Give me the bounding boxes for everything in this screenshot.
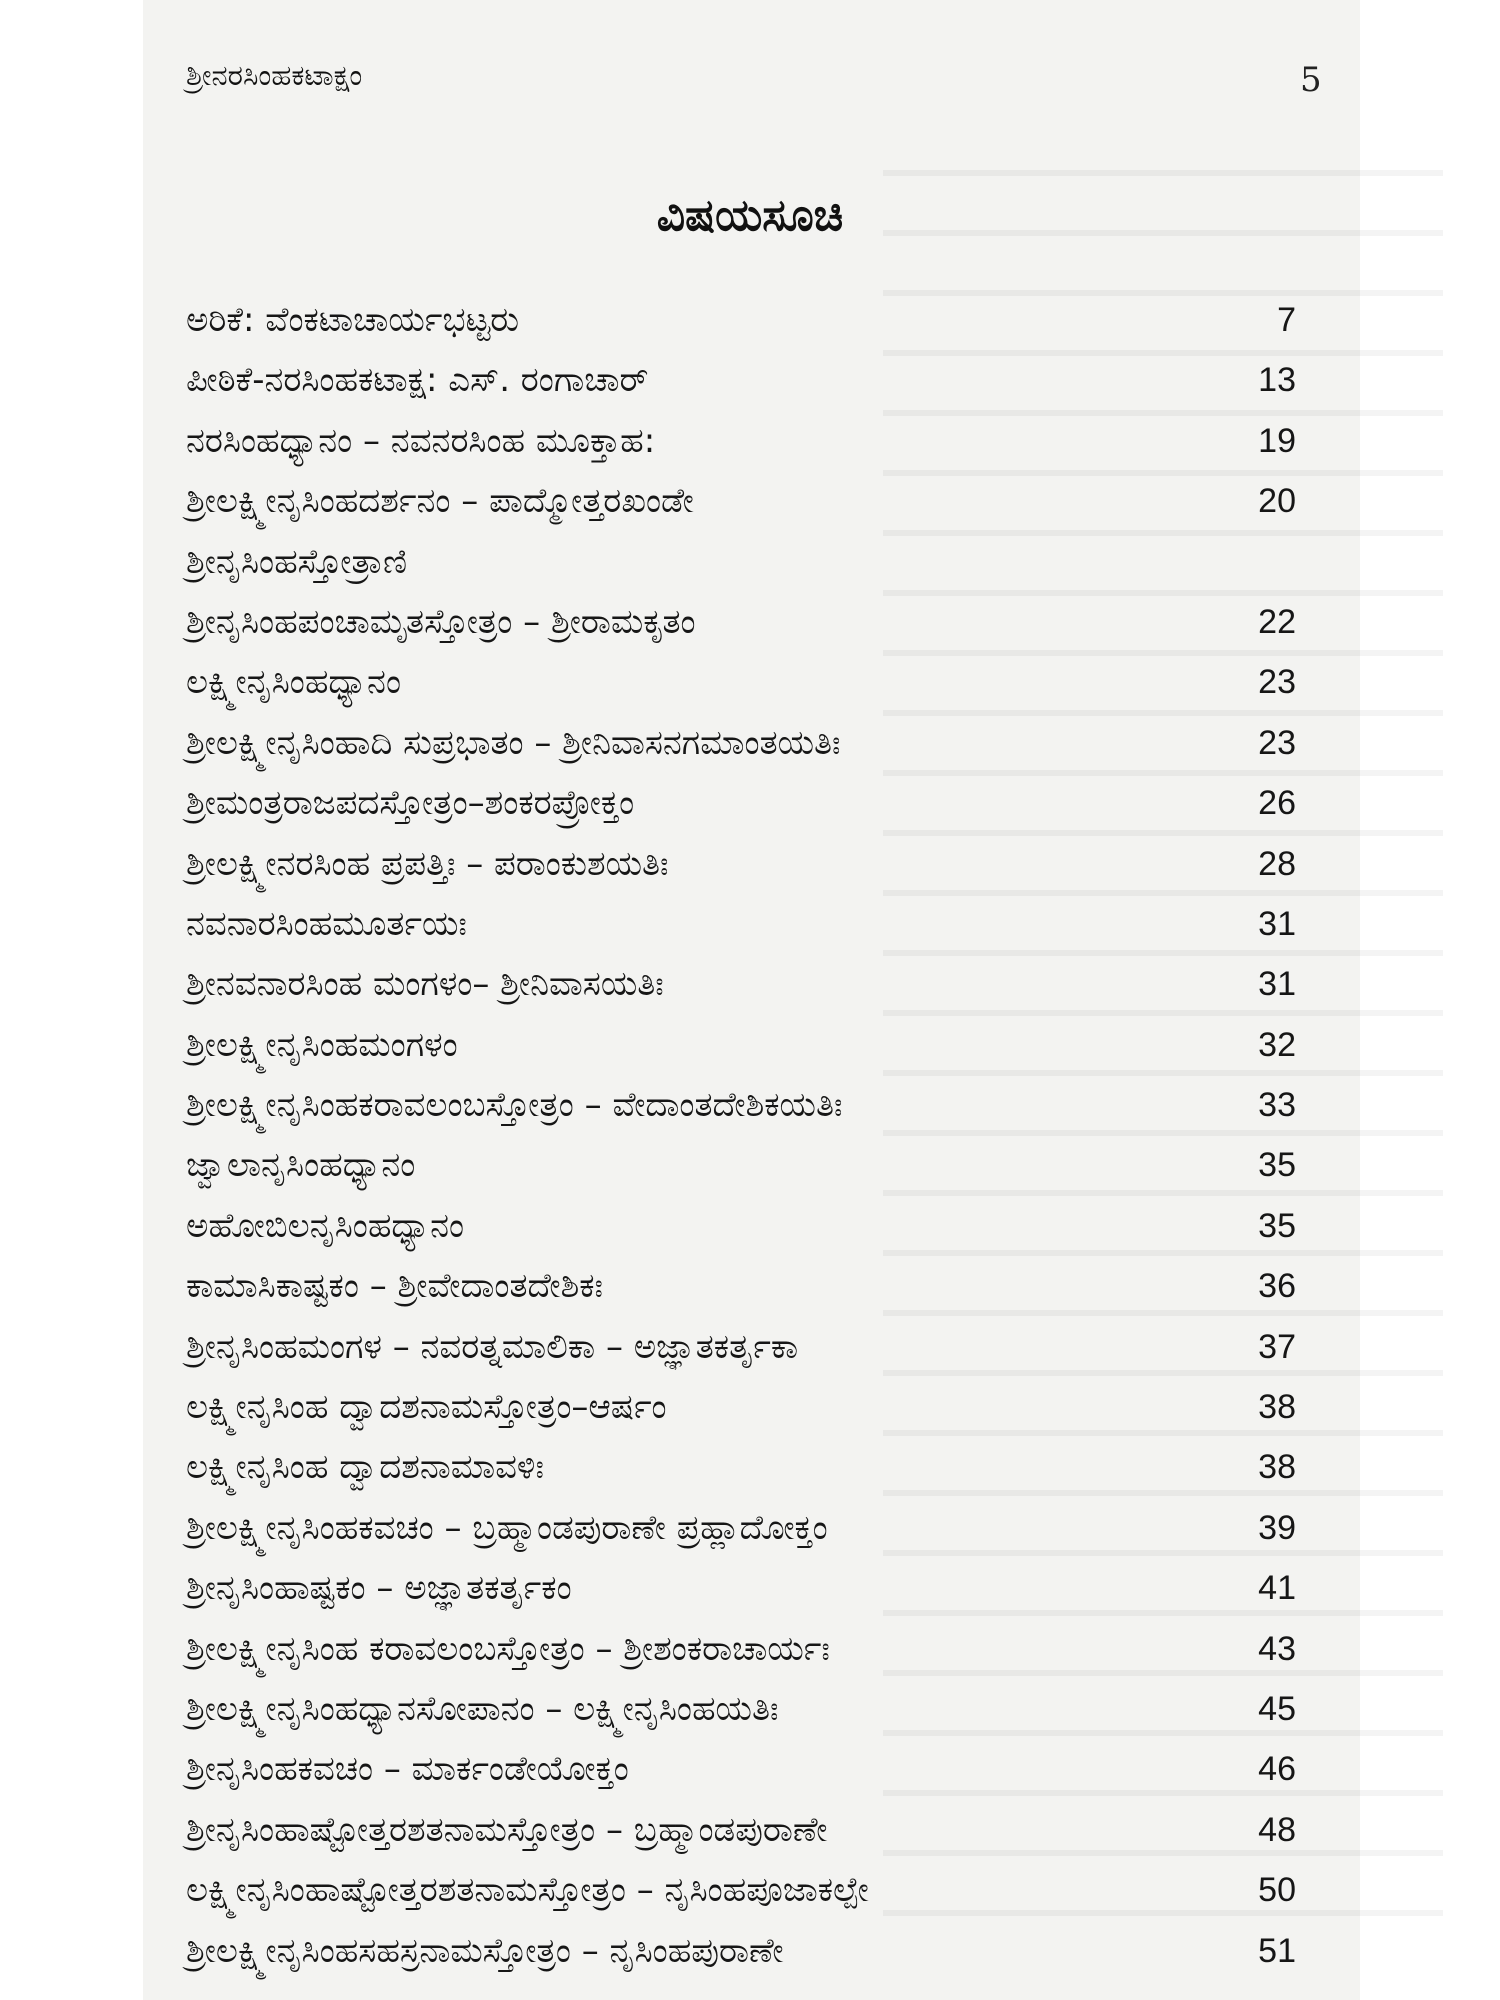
toc-entry-page: 36 [1258, 1267, 1296, 1306]
toc-entry-title: ಲಕ್ಷ್ಮೀನೃಸಿಂಹಧ್ಯಾನಂ [186, 662, 402, 703]
toc-entry [186, 1860, 1296, 1920]
toc-entry-page: 48 [1258, 1810, 1296, 1849]
toc-entry [186, 954, 1296, 1014]
toc-entry-page: 28 [1258, 844, 1296, 883]
toc-entry-title: ಶ್ರೀನೃಸಿಂಹಪಂಚಾಮೃತಸ್ತೋತ್ರಂ – ಶ್ರೀರಾಮಕೃತಂ [186, 601, 696, 642]
toc-entry-page: 23 [1258, 663, 1296, 702]
toc-entry [186, 773, 1296, 833]
toc-entry-title: ಶ್ರೀನೃಸಿಂಹಸ್ತೋತ್ರಾಣಿ [186, 541, 408, 582]
toc-entry-page: 45 [1258, 1689, 1296, 1728]
toc-entry-title: ಶ್ರೀಲಕ್ಷ್ಮೀನರಸಿಂಹ ಪ್ರಪತ್ತಿಃ – ಪರಾಂಕುಶಯತಿಃ [186, 843, 669, 884]
toc-entry-title: ನರಸಿಂಹಧ್ಯಾನಂ – ನವನರಸಿಂಹ ಮೂಕ್ತಾಹ: [186, 420, 656, 461]
toc-entry [186, 411, 1296, 471]
toc-entry [186, 532, 1296, 592]
toc-entry-page: 35 [1258, 1146, 1296, 1185]
toc-entry-page: 35 [1258, 1206, 1296, 1245]
toc-entry-title: ಶ್ರೀನವನಾರಸಿಂಹ ಮಂಗಳಂ– ಶ್ರೀನಿವಾಸಯತಿಃ [186, 964, 664, 1005]
toc-entry-page: 38 [1258, 1388, 1296, 1427]
toc-entry [186, 1619, 1296, 1679]
toc-entry [186, 1196, 1296, 1256]
toc-entry-title: ಜ್ವಾಲಾನೃಸಿಂಹಧ್ಯಾನಂ [186, 1145, 416, 1186]
toc-entry-title: ಶ್ರೀಲಕ್ಷ್ಮೀನೃಸಿಂಹಕರಾವಲಂಬಸ್ತೋತ್ರಂ – ವೇದಾಂತದೇಶಿಕಯತಿಃ [186, 1085, 843, 1126]
toc-entry-title: ಶ್ರೀನೃಸಿಂಹಾಷ್ಟಕಂ – ಅಜ್ಞಾತಕರ್ತೃಕಂ [186, 1568, 572, 1609]
toc-entry-title: ಶ್ರೀಲಕ್ಷ್ಮೀನೃಸಿಂಹ ಕರಾವಲಂಬಸ್ತೋತ್ರಂ – ಶ್ರೀಶಂಕರಾಚಾರ್ಯಃ [186, 1628, 830, 1669]
toc-entry [186, 1075, 1296, 1135]
toc-entry-title: ಶ್ರೀಲಕ್ಷ್ಮೀನೃಸಿಂಹಸಹಸ್ರನಾಮಸ್ತೋತ್ರಂ – ನೃಸಿಂಹಪುರಾಣೇ [186, 1930, 784, 1971]
toc-entry-page: 38 [1258, 1448, 1296, 1487]
toc-entry [186, 1317, 1296, 1377]
toc-entry-title: ಶ್ರೀಮಂತ್ರರಾಜಪದಸ್ತೋತ್ರಂ–ಶಂಕರಪ್ರೋಕ್ತಂ [186, 783, 635, 824]
toc-entry [186, 834, 1296, 894]
toc-entry [186, 350, 1296, 410]
toc-entry-page: 33 [1258, 1086, 1296, 1125]
toc-entry-page: 51 [1258, 1931, 1296, 1970]
toc-entry [186, 1800, 1296, 1860]
toc-entry-title: ಅಹೋಬಿಲನೃಸಿಂಹಧ್ಯಾನಂ [186, 1205, 465, 1246]
toc-entry [186, 1135, 1296, 1195]
toc-entry [186, 1739, 1296, 1799]
toc-entry [186, 1679, 1296, 1739]
toc-entry-page: 26 [1258, 784, 1296, 823]
toc-entry [186, 1437, 1296, 1497]
toc-entry [186, 1558, 1296, 1618]
toc-entry [186, 471, 1296, 531]
toc-entry-title: ಶ್ರೀಲಕ್ಷ್ಮೀನೃಸಿಂಹಕವಚಂ – ಬ್ರಹ್ಮಾಂಡಪುರಾಣೇ ಪ್ರಹ್ಲಾದೋಕ್ತಂ [186, 1507, 828, 1548]
toc-entry [186, 894, 1296, 954]
toc-entry [186, 652, 1296, 712]
toc-entry-title: ಶ್ರೀಲಕ್ಷ್ಮೀನೃಸಿಂಹಾದಿ ಸುಪ್ರಭಾತಂ – ಶ್ರೀನಿವಾಸನಗಮಾಂತಯತಿಃ [186, 722, 841, 763]
toc-entry-page: 43 [1258, 1629, 1296, 1668]
toc-entry-page: 19 [1258, 421, 1296, 460]
page-title: ವಿಷಯಸೂಚಿ [656, 190, 844, 241]
toc-entry-title: ಶ್ರೀನೃಸಿಂಹಮಂಗಳ – ನವರತ್ನಮಾಲಿಕಾ – ಅಜ್ಞಾತಕರ್ತೃಕಾ [186, 1326, 799, 1367]
table-of-contents [186, 290, 1296, 1981]
toc-entry-page: 37 [1258, 1327, 1296, 1366]
toc-entry-page: 31 [1258, 965, 1296, 1004]
toc-entry-title: ಶ್ರೀನೃಸಿಂಹಾಷ್ಟೋತ್ತರಶತನಾಮಸ್ತೋತ್ರಂ – ಬ್ರಹ್ಮಾಂಡಪುರಾಣೇ [186, 1809, 828, 1850]
toc-entry-page: 31 [1258, 904, 1296, 943]
toc-entry-title: ಪೀಠಿಕೆ-ನರಸಿಂಹಕಟಾಕ್ಷ: ಎಸ್. ರಂಗಾಚಾರ್ [186, 360, 649, 401]
toc-entry-page: 39 [1258, 1508, 1296, 1547]
toc-entry-title: ಶ್ರೀಲಕ್ಷ್ಮೀನೃಸಿಂಹಮಂಗಳಂ [186, 1024, 458, 1065]
toc-entry-title: ಲಕ್ಷ್ಮೀನೃಸಿಂಹಾಷ್ಟೋತ್ತರಶತನಾಮಸ್ತೋತ್ರಂ – ನೃಸಿಂಹಪೂಜಾಕಲ್ಪೇ [186, 1870, 869, 1911]
toc-entry-title: ನವನಾರಸಿಂಹಮೂರ್ತಯಃ [186, 903, 467, 944]
toc-entry-title: ಲಕ್ಷ್ಮೀನೃಸಿಂಹ ದ್ವಾದಶನಾಮಾವಳಿಃ [186, 1447, 544, 1488]
toc-entry [186, 713, 1296, 773]
toc-entry [186, 1015, 1296, 1075]
toc-entry-page: 7 [1277, 301, 1296, 339]
page-number: 5 [1300, 60, 1322, 100]
toc-entry-page: 13 [1258, 361, 1296, 400]
toc-entry-page: 46 [1258, 1750, 1296, 1789]
toc-entry [186, 592, 1296, 652]
toc-entry [186, 1498, 1296, 1558]
toc-entry-page: 50 [1258, 1871, 1296, 1910]
toc-entry [186, 1377, 1296, 1437]
toc-entry-page: 20 [1258, 482, 1296, 521]
toc-entry-title: ಲಕ್ಷ್ಮೀನೃಸಿಂಹ ದ್ವಾದಶನಾಮಸ್ತೋತ್ರಂ–ಆರ್ಷಂ [186, 1387, 667, 1428]
toc-entry-page: 23 [1258, 723, 1296, 762]
toc-entry-page: 22 [1258, 602, 1296, 641]
toc-entry-title: ಅರಿಕೆ: ವೆಂಕಟಾಚಾರ್ಯಭಟ್ಟರು [186, 300, 520, 340]
toc-entry-title: ಶ್ರೀಲಕ್ಷ್ಮೀನೃಸಿಂಹಧ್ಯಾನಸೋಪಾನಂ – ಲಕ್ಷ್ಮೀನೃಸಿಂಹಯತಿಃ [186, 1688, 779, 1729]
toc-entry [186, 1256, 1296, 1316]
toc-entry-page: 41 [1258, 1569, 1296, 1608]
toc-entry [186, 290, 1296, 350]
toc-entry-title: ಶ್ರೀನೃಸಿಂಹಕವಚಂ – ಮಾರ್ಕಂಡೇಯೋಕ್ತಂ [186, 1749, 629, 1790]
toc-entry [186, 1921, 1296, 1981]
toc-entry-page: 32 [1258, 1025, 1296, 1064]
toc-entry-title: ಶ್ರೀಲಕ್ಷ್ಮೀನೃಸಿಂಹದರ್ಶನಂ – ಪಾದ್ಮೋತ್ತರಖಂಡೇ [186, 481, 694, 522]
toc-entry-title: ಕಾಮಾಸಿಕಾಷ್ಟಕಂ – ಶ್ರೀವೇದಾಂತದೇಶಿಕಃ [186, 1266, 604, 1307]
running-title: ಶ್ರೀನರಸಿಂಹಕಟಾಕ್ಷಂ [186, 58, 363, 92]
